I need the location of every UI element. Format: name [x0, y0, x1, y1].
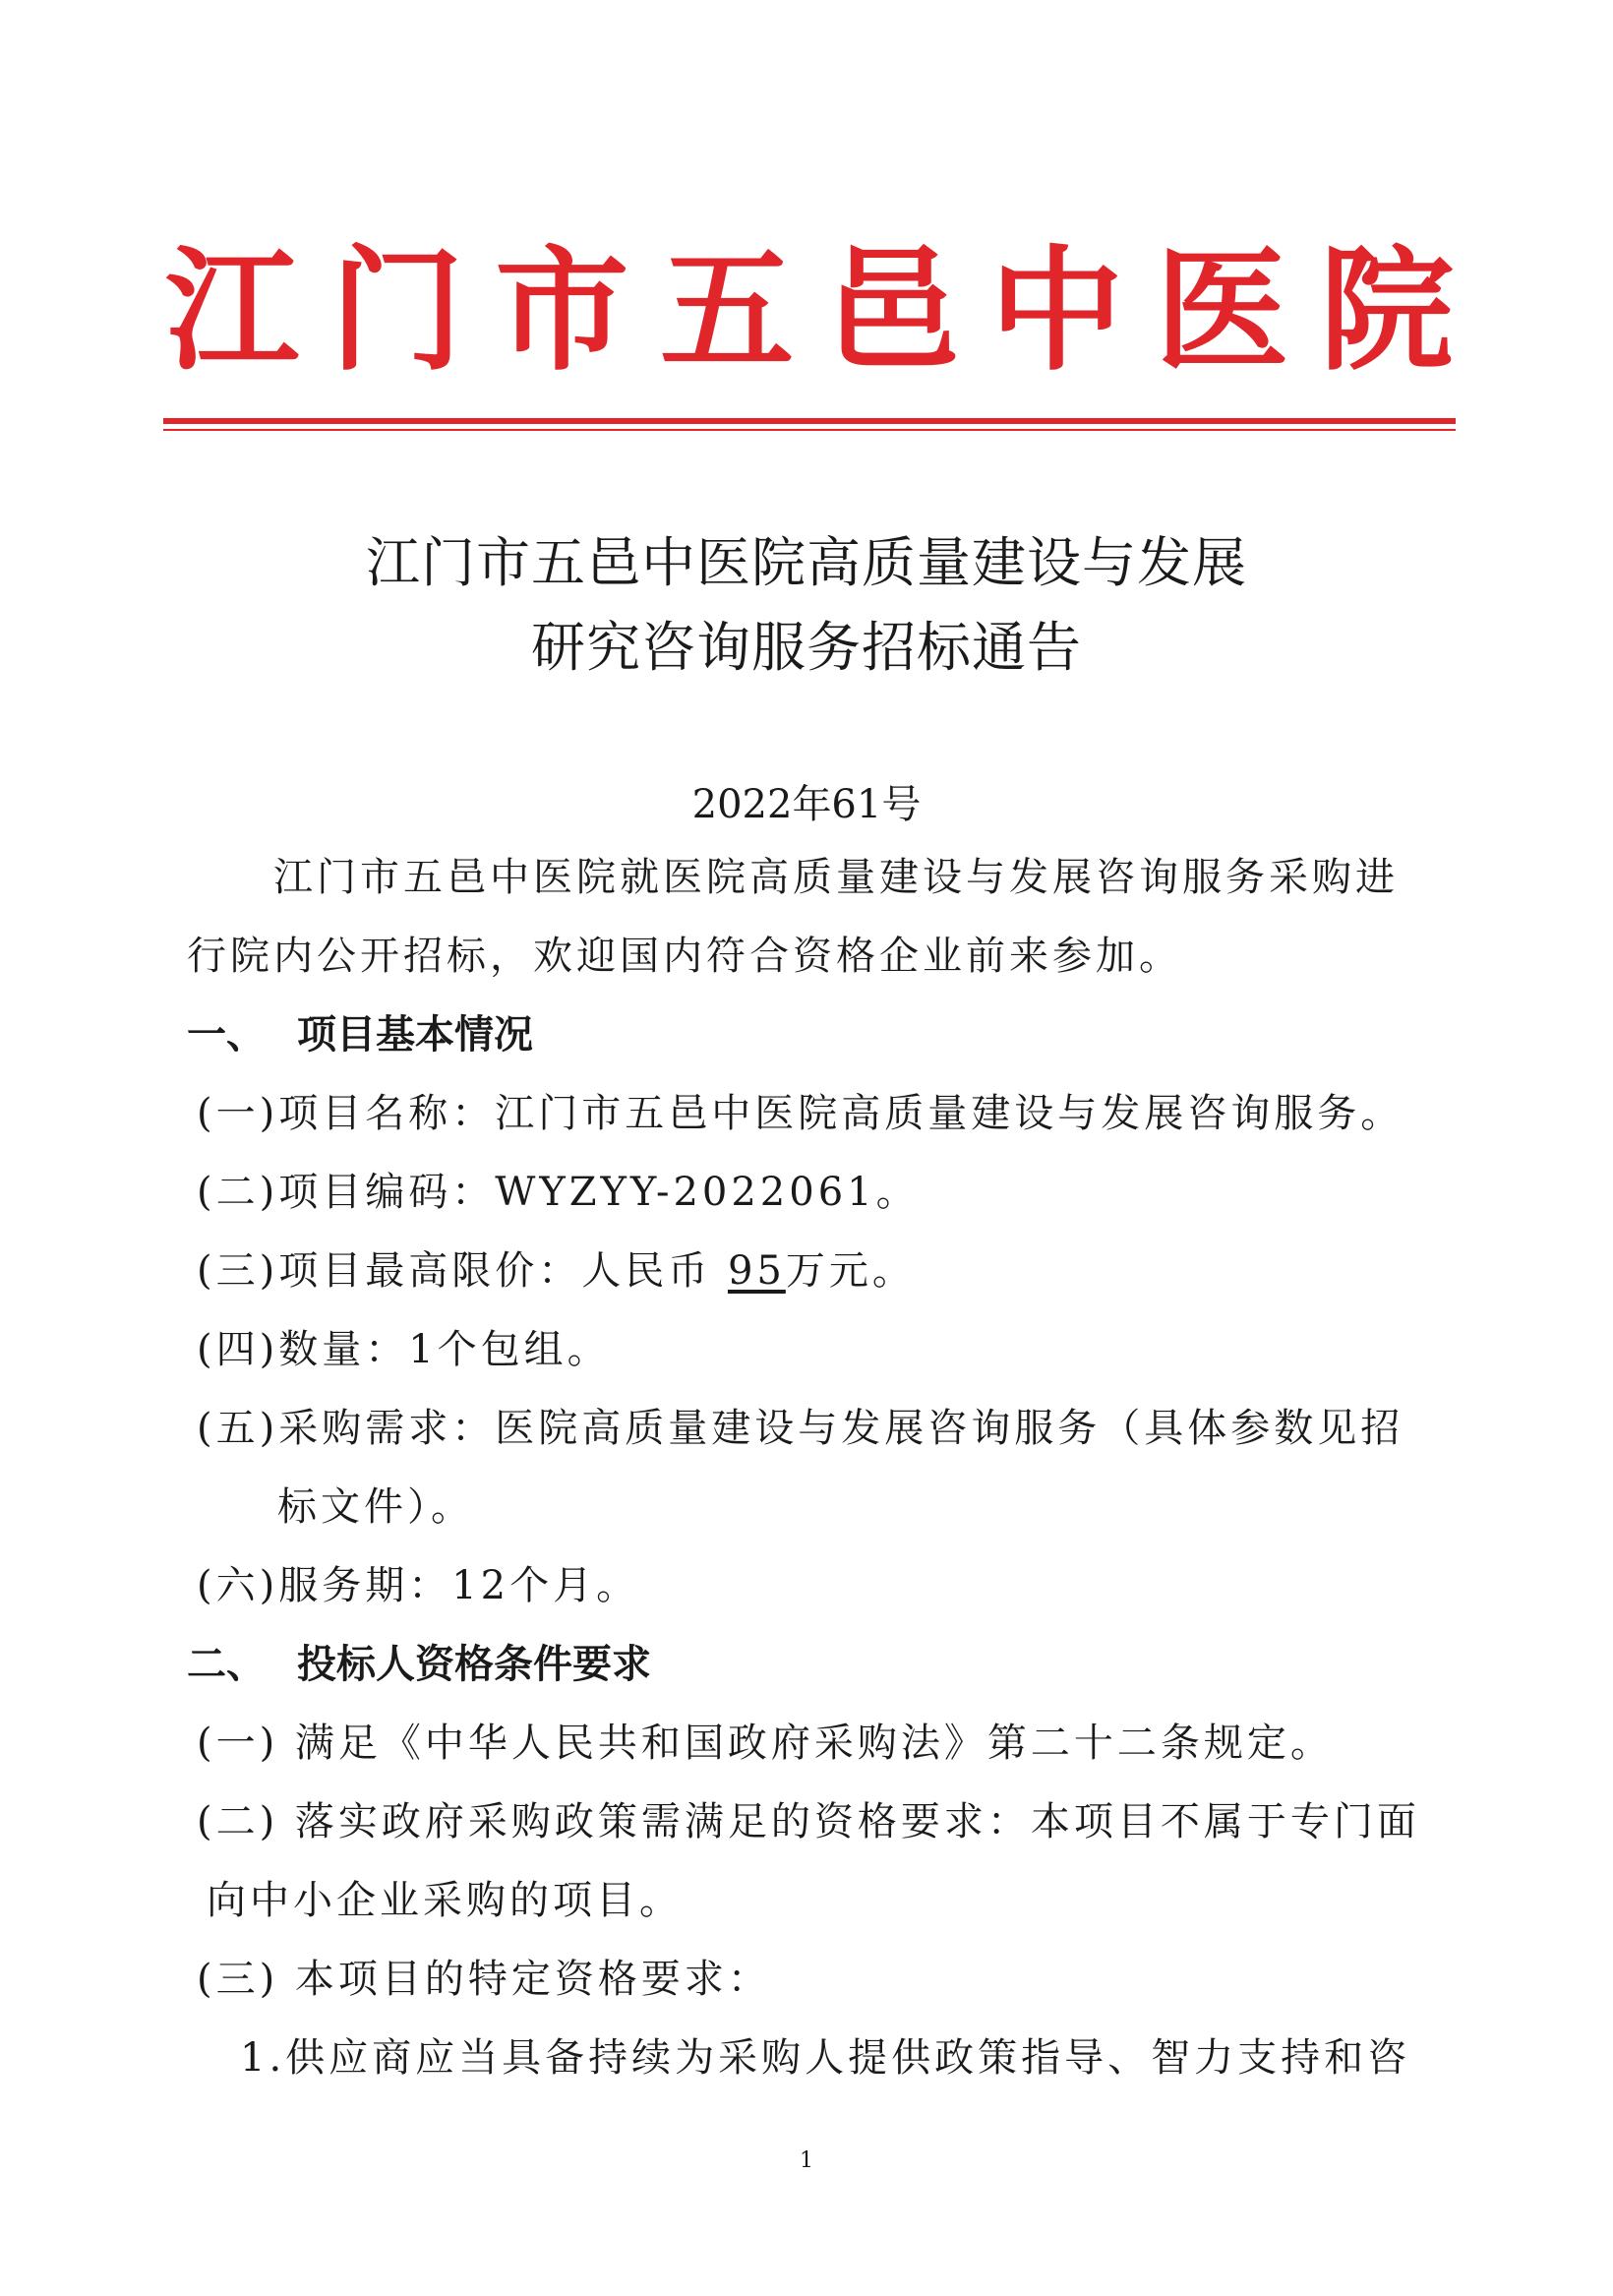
org-header: [165, 228, 1454, 395]
item-requirements-line2: 标文件）。: [277, 1484, 474, 1530]
section-heading-qualifications: [187, 1641, 651, 1688]
header-divider-thin: [163, 429, 1456, 431]
section-title: 项目基本情况: [297, 1012, 533, 1057]
page-number: 1: [800, 2148, 813, 2173]
requirement-specific-item1: 1.供应商应当具备持续为采购人提供政策指导、智力支持和咨: [240, 2035, 1411, 2081]
requirement-policy-line2: 向中小企业采购的项目。: [207, 1878, 683, 1923]
document-number: 2022年61号: [691, 782, 922, 827]
org-header-char: 门: [329, 234, 464, 390]
item-price-limit: [197, 1247, 916, 1295]
org-header-char: 邑: [824, 234, 959, 390]
intro-paragraph-line1: 江门市五邑中医院就医院高质量建设与发展咨询服务采购进: [273, 855, 1399, 900]
document-title-line2: 研究咨询服务招标通告: [530, 616, 1082, 679]
org-header-char: 江: [165, 234, 299, 390]
price-label: (三)项目最高限价：人民币: [197, 1248, 712, 1294]
intro-paragraph-line2: 行院内公开招标，欢迎国内符合资格企业前来参加。: [187, 934, 1182, 979]
header-divider-thick: [163, 418, 1456, 424]
section-number: 二、: [187, 1642, 266, 1687]
requirement-policy-line1: (二) 落实政府采购政策需满足的资格要求：本项目不属于专门面: [197, 1799, 1420, 1844]
section-title: 投标人资格条件要求: [297, 1642, 651, 1687]
item-project-code: (二)项目编码：WYZYY-2022061。: [197, 1170, 920, 1215]
org-header-char: 市: [495, 234, 629, 390]
requirement-procurement-law: (一) 满足《中华人民共和国政府采购法》第二十二条规定。: [197, 1721, 1334, 1766]
document-title-line1: 江门市五邑中医院高质量建设与发展: [365, 531, 1247, 594]
section-heading-project-info: [187, 1011, 533, 1058]
org-header-char: 中: [989, 234, 1124, 390]
item-quantity: (四)数量：1个包组。: [197, 1327, 611, 1372]
section-number: 一、: [187, 1012, 266, 1057]
item-requirements-line1: (五)采购需求：医院高质量建设与发展咨询服务（具体参数见招: [197, 1406, 1404, 1451]
price-unit: 万元。: [785, 1248, 916, 1294]
item-project-name: (一)项目名称：江门市五邑中医院高质量建设与发展咨询服务。: [197, 1091, 1404, 1136]
org-header-char: 医: [1155, 234, 1289, 390]
requirement-specific: (三) 本项目的特定资格要求：: [197, 1957, 771, 2002]
price-amount: 95: [727, 1248, 786, 1294]
org-header-char: 院: [1319, 234, 1454, 390]
item-service-period: (六)服务期：12个月。: [197, 1563, 640, 1608]
org-header-char: 五: [660, 234, 795, 390]
